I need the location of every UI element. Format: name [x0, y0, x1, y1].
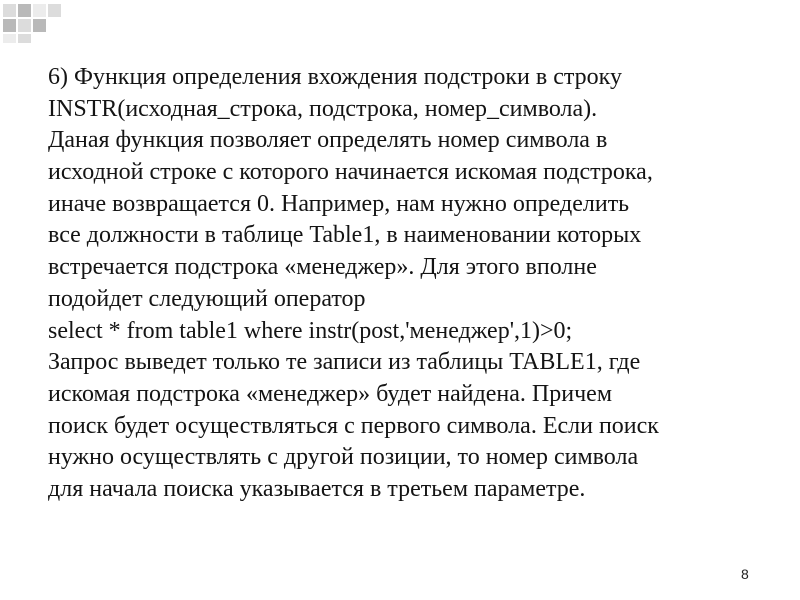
- text-line: для начала поиска указывается в третьем параметре.: [48, 475, 586, 502]
- decor-square: [33, 19, 46, 32]
- text-line: иначе возвращается 0. Например, нам нужно определить: [48, 190, 630, 217]
- text-line: Запрос выведет только те записи из таблицы TABLE1, где: [48, 349, 641, 376]
- text-line: INSTR(исходная_строка, подстрока, номер_символа).: [48, 95, 598, 122]
- decor-square: [18, 34, 31, 43]
- decor-square: [33, 4, 46, 17]
- decor-square: [18, 19, 31, 32]
- decor-square: [3, 4, 16, 17]
- corner-decoration: [0, 0, 70, 45]
- text-line: поиск будет осуществляться с первого символа. Если поиск: [48, 412, 659, 439]
- decor-square: [48, 4, 61, 17]
- decor-square: [18, 4, 31, 17]
- text-line: 6) Функция определения вхождения подстроки в строку: [48, 64, 622, 90]
- text-line: исходной строке с которого начинается искомая подстрока,: [48, 159, 653, 186]
- text-line: Даная функция позволяет определять номер символа в: [48, 127, 608, 154]
- sql-query-line: select * from table1 where instr(post,'менеджер',1)>0;: [48, 317, 573, 344]
- text-line: нужно осуществлять с другой позиции, то номер символа: [48, 444, 639, 471]
- text-line: подойдет следующий оператор: [48, 285, 366, 312]
- page-number: 8: [741, 566, 749, 582]
- text-line: все должности в таблице Table1, в наименовании которых: [48, 222, 642, 249]
- text-line: искомая подстрока «менеджер» будет найдена. Причем: [48, 380, 613, 407]
- decor-square: [3, 34, 16, 43]
- decor-square: [3, 19, 16, 32]
- text-line: встречается подстрока «менеджер». Для этого вполне: [48, 254, 597, 281]
- slide-body-text: [48, 62, 768, 506]
